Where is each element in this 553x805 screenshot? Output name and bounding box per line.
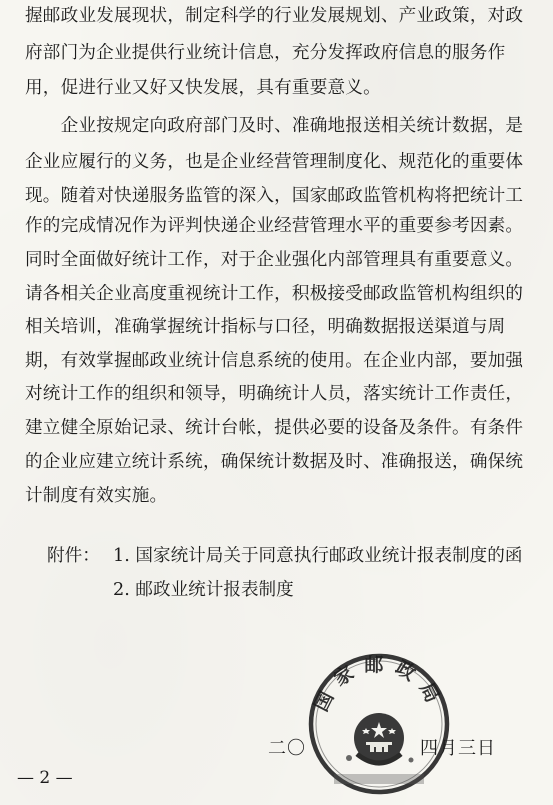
official-seal-stamp	[304, 646, 454, 796]
page-number: — 2 —	[17, 768, 73, 788]
body-text-line: 现。随着对快递服务监管的深入，国家邮政监管机构将把统计工	[25, 186, 524, 206]
body-text-line: 期，有效掌握邮政业统计信息系统的使用。在企业内部，要加强	[25, 351, 524, 371]
body-text-line: 企业按规定向政府部门及时、准确地报送相关统计数据，是	[25, 116, 524, 136]
document-date: 二〇 四月三日	[268, 738, 496, 759]
body-text-line: 计制度有效实施。	[25, 486, 168, 506]
body-text-line: 同时全面做好统计工作，对于企业强化内部管理具有重要意义。	[25, 250, 524, 270]
attachment-item-2: 2. 邮政业统计报表制度	[113, 580, 294, 600]
body-text-line: 的企业应建立统计系统，确保统计数据及时、准确报送，确保统	[25, 452, 524, 472]
attachment-item-1: 1. 国家统计局关于同意执行邮政业统计报表制度的函	[113, 546, 523, 566]
seal-lettering: 国家邮政局	[310, 654, 448, 716]
body-text-line: 用，促进行业又好又快发展，具有重要意义。	[25, 78, 381, 98]
body-text-line: 府部门为企业提供行业统计信息，充分发挥政府信息的服务作	[25, 43, 506, 63]
attachments-label: 附件：	[47, 546, 100, 566]
body-text-line: 握邮政业发展现状，制定科学的行业发展规划、产业政策，对政	[25, 6, 524, 26]
body-text-line: 对统计工作的组织和领导，明确统计人员，落实统计工作责任，	[25, 384, 524, 404]
body-text-line: 建立健全原始记录、统计台帐，提供必要的设备及条件。有条件	[25, 418, 524, 438]
body-text-line: 请各相关企业高度重视统计工作，积极接受邮政监管机构组织的	[25, 284, 524, 304]
body-text-line: 企业应履行的义务，也是企业经营管理制度化、规范化的重要体	[25, 152, 524, 172]
body-text-line: 相关培训，准确掌握统计指标与口径，明确数据报送渠道与周	[25, 317, 506, 337]
body-text-line: 作的完成情况作为评判快递企业经营管理水平的重要参考因素。	[25, 216, 524, 236]
